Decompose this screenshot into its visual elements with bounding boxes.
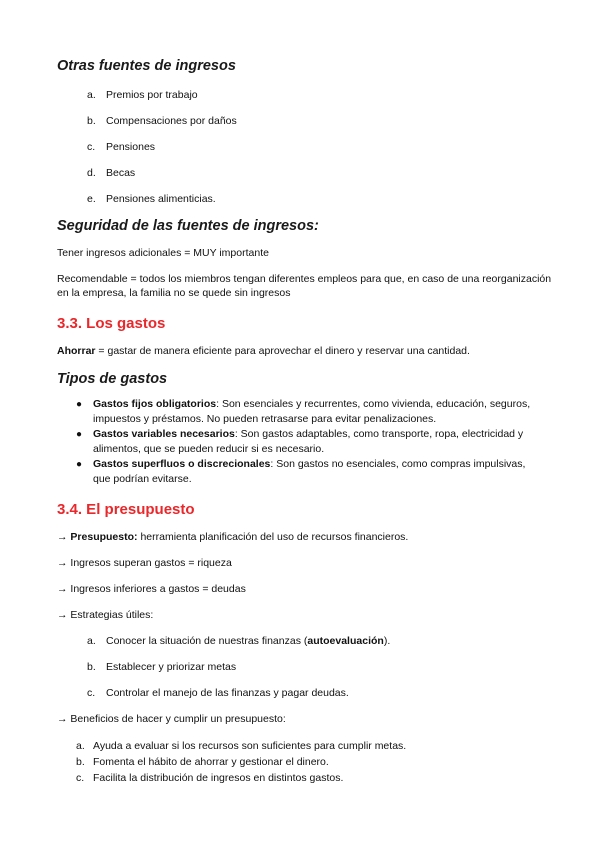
paragraph-text: Ingresos inferiores a gastos = deudas xyxy=(70,583,246,595)
list-item-text xyxy=(93,397,543,427)
list-item-desc: : Son gastos no esenciales, como compras impulsivas, que podrían evitarse. xyxy=(93,458,526,485)
paragraph-text: Beneficios de hacer y cumplir un presupuesto: xyxy=(70,713,286,725)
list-marker: e. xyxy=(87,193,96,205)
bold-segment: autoevaluación xyxy=(307,635,384,647)
ahorrar-term: Ahorrar xyxy=(57,345,96,357)
heading-otras-fuentes: Otras fuentes de ingresos xyxy=(57,58,236,74)
presupuesto-definition: herramienta planificación del uso de recursos financieros. xyxy=(137,531,409,543)
list-item-text: Premios por trabajo xyxy=(106,89,198,101)
list-marker: a. xyxy=(87,635,96,647)
list-item-term: Gastos superfluos o discrecionales xyxy=(93,458,271,470)
list-item-text: Establecer y priorizar metas xyxy=(106,661,237,673)
heading-el-presupuesto: 3.4. El presupuesto xyxy=(57,501,195,518)
arrow-icon: → xyxy=(57,557,68,569)
paragraph-riqueza xyxy=(57,556,552,570)
ahorrar-definition: = gastar de manera eficiente para aprovechar el dinero y reservar una cantidad. xyxy=(95,345,470,357)
list-item-text: Compensaciones por daños xyxy=(106,115,237,127)
bullet-icon: ● xyxy=(76,429,83,440)
paragraph-estrategias xyxy=(57,608,552,622)
list-marker: a. xyxy=(87,89,96,101)
bullet-icon: ● xyxy=(76,459,83,470)
list-item-term: Gastos fijos obligatorios xyxy=(93,398,217,410)
arrow-icon: → xyxy=(57,531,68,543)
list-item-text: Controlar el manejo de las finanzas y pagar deudas. xyxy=(106,687,349,699)
list-item-text xyxy=(106,634,390,648)
arrow-icon: → xyxy=(57,609,68,621)
list-marker: c. xyxy=(87,141,96,153)
list-marker: d. xyxy=(87,167,96,179)
list-item-text: Fomenta el hábito de ahorrar y gestionar el dinero. xyxy=(93,756,329,768)
list-marker: c. xyxy=(76,772,85,784)
paragraph-recomendable: Recomendable = todos los miembros tengan diferentes empleos para que, en caso de una reorganización en la empresa, la familia no se quede sin ingresos xyxy=(57,273,552,299)
heading-los-gastos: 3.3. Los gastos xyxy=(57,315,166,332)
paragraph-deudas xyxy=(57,582,552,596)
list-item-desc: : Son gastos adaptables, como transporte, ropa, electricidad y alimentos, que se pueden reducir si es necesario. xyxy=(93,428,524,455)
list-item-text: Becas xyxy=(106,167,136,179)
list-item-text: Ayuda a evaluar si los recursos son suficientes para cumplir metas. xyxy=(93,740,407,752)
list-item-desc: : Son esenciales y recurrentes, como vivienda, educación, seguros, impuestos y préstamos. No pueden retrasarse para evitar penalizaciones. xyxy=(93,398,531,425)
paragraph-presupuesto-def xyxy=(57,530,552,544)
list-marker: b. xyxy=(87,661,96,673)
arrow-icon: → xyxy=(57,583,68,595)
list-marker: b. xyxy=(76,756,85,768)
list-item-text xyxy=(93,457,543,487)
heading-tipos-gastos: Tipos de gastos xyxy=(57,371,168,387)
text-segment: ). xyxy=(383,635,391,647)
list-item-text: Pensiones alimenticias. xyxy=(106,193,216,205)
bullet-icon: ● xyxy=(76,399,83,410)
paragraph-text: Ingresos superan gastos = riqueza xyxy=(70,557,232,569)
paragraph-beneficios xyxy=(57,712,552,726)
paragraph-ahorrar xyxy=(57,344,552,358)
arrow-icon: → xyxy=(57,713,68,725)
heading-seguridad: Seguridad de las fuentes de ingresos: xyxy=(57,218,319,234)
list-marker: b. xyxy=(87,115,96,127)
list-item-text xyxy=(93,427,543,457)
paragraph-ingresos-adicionales: Tener ingresos adicionales = MUY importante xyxy=(57,247,269,259)
list-marker: c. xyxy=(87,687,96,699)
text-segment: Conocer la situación de nuestras finanzas ( xyxy=(106,635,308,647)
list-item-text: Pensiones xyxy=(106,141,156,153)
paragraph-text: Estrategias útiles: xyxy=(70,609,154,621)
list-item-term: Gastos variables necesarios xyxy=(93,428,235,440)
list-marker: a. xyxy=(76,740,85,752)
list-item-text: Facilita la distribución de ingresos en distintos gastos. xyxy=(93,772,344,784)
presupuesto-term: Presupuesto: xyxy=(70,531,138,543)
